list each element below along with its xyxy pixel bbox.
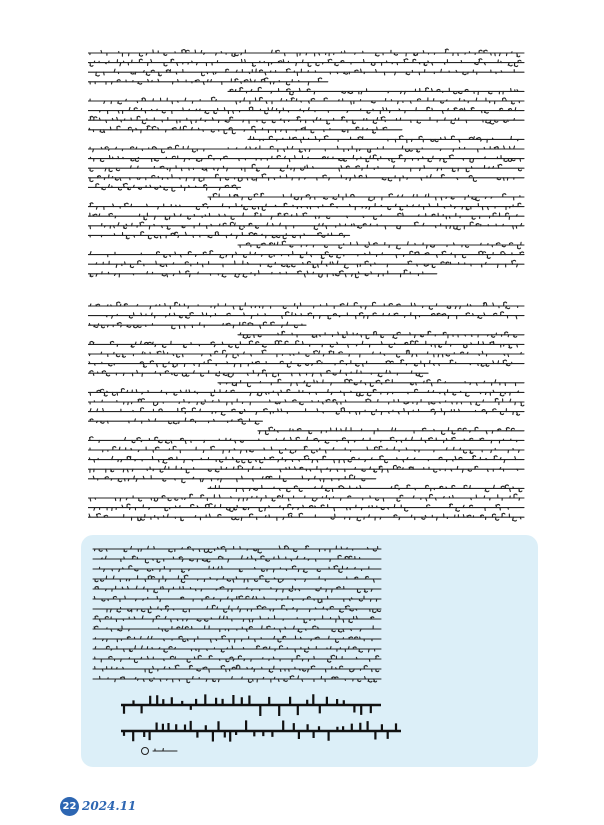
article-body-upper bbox=[88, 45, 528, 285]
script-columns-middle bbox=[88, 298, 528, 530]
article-body-middle bbox=[88, 298, 528, 530]
script-columns-upper bbox=[88, 45, 528, 285]
page-footer bbox=[60, 795, 136, 817]
author-bullet-icon bbox=[142, 748, 149, 755]
page-number-badge: 22 bbox=[60, 797, 79, 816]
article-title-block bbox=[81, 535, 538, 767]
title-panel bbox=[81, 535, 538, 767]
issue-number: 2024.11 bbox=[82, 799, 137, 813]
